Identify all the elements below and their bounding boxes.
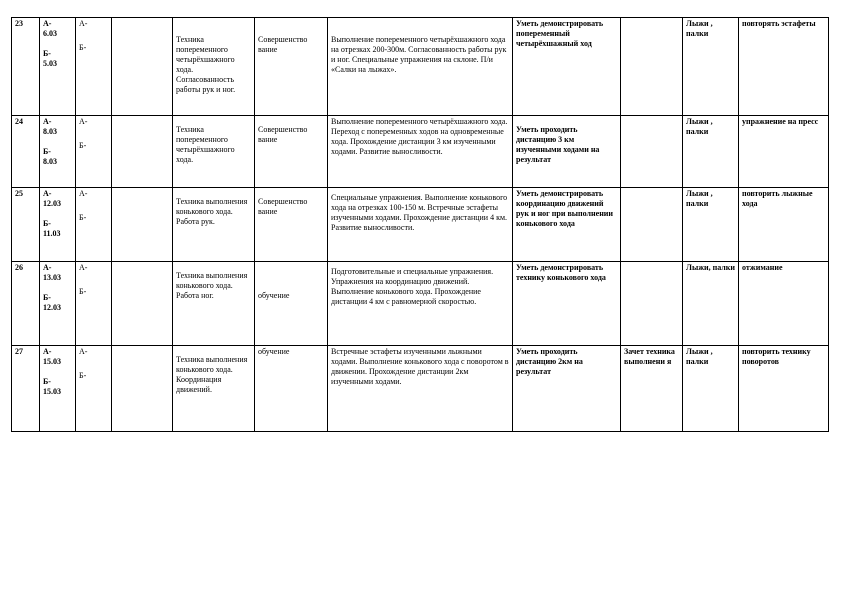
group-labels <box>76 188 112 262</box>
group-labels <box>76 346 112 432</box>
control-form <box>621 18 683 116</box>
group-b-label: Б- <box>79 371 87 380</box>
expected-outcome: Уметь демонстрировать координацию движений рук и ног при выполнении конькового хода <box>513 188 621 262</box>
empty-cell <box>112 188 173 262</box>
lesson-content: Встречные эстафеты изученными лыжными ходами. Выполнение конькового хода с поворотом в движении. Прохождение дистанции 2км изученными ходами. <box>328 346 513 432</box>
date-group-b: Б- 15.03 <box>43 377 61 396</box>
lesson-number: 25 <box>12 188 40 262</box>
lesson-topic-text: Техника выполнения конькового хода. Работа ног. <box>176 271 248 300</box>
equipment: Лыжи , палки <box>683 188 739 262</box>
lesson-type <box>255 188 328 262</box>
table-row <box>12 262 829 346</box>
date-group-b: Б- 8.03 <box>43 147 57 166</box>
expected-outcome: Уметь проходить дистанцию 2км на результат <box>513 346 621 432</box>
group-b-label: Б- <box>79 213 87 222</box>
date-group-b: Б- 5.03 <box>43 49 57 68</box>
lesson-number: 26 <box>12 262 40 346</box>
lesson-number: 23 <box>12 18 40 116</box>
lesson-number: 27 <box>12 346 40 432</box>
table-row <box>12 18 829 116</box>
homework: упражнение на пресс <box>739 116 829 188</box>
group-labels <box>76 116 112 188</box>
date-group-a: А- 13.03 <box>43 263 61 282</box>
equipment: Лыжи , палки <box>683 116 739 188</box>
empty-cell <box>112 116 173 188</box>
table-row <box>12 346 829 432</box>
table-row <box>12 188 829 262</box>
lesson-content <box>328 262 513 346</box>
lesson-type <box>255 262 328 346</box>
date-group-b: Б- 12.03 <box>43 293 61 312</box>
lesson-number: 24 <box>12 116 40 188</box>
lesson-dates <box>40 116 76 188</box>
lesson-content <box>328 18 513 116</box>
group-a-label: А- <box>79 189 88 198</box>
lesson-type <box>255 18 328 116</box>
lesson-topic-text: Техника попеременного четырёхшажного хода. Согласованность работы рук и ног. <box>176 35 236 94</box>
lesson-type <box>255 116 328 188</box>
lesson-topic-text: Техника выполнения конькового хода. Работа рук. <box>176 197 248 226</box>
group-labels <box>76 18 112 116</box>
lesson-dates <box>40 188 76 262</box>
empty-cell <box>112 18 173 116</box>
homework: повторять эстафеты <box>739 18 829 116</box>
control-form <box>621 116 683 188</box>
lesson-content-text: Специальные упражнения. Выполнение конькового хода на отрезках 100-150 м. Встречные эстафеты изученными ходами. Прохождение дистанции 4 км. Развитие выносливости. <box>331 193 508 232</box>
date-group-a: А- 12.03 <box>43 189 61 208</box>
lesson-topic <box>173 188 255 262</box>
lesson-topic-text: Техника выполнения конькового хода. Координация движений. <box>176 355 248 394</box>
control-form <box>621 262 683 346</box>
lesson-content-text: Подготовительные и специальные упражнения. Упражнения на координацию движений. Выполнение конькового хода. Прохождение дистанции 4 км с равномерной скоростью. <box>331 267 494 306</box>
group-b-label: Б- <box>79 141 87 150</box>
lesson-topic <box>173 18 255 116</box>
lesson-dates <box>40 346 76 432</box>
lesson-type-text: Совершенство вание <box>258 35 308 54</box>
lesson-topic-text: Техника попеременного четырёхшажного хода. <box>176 125 235 164</box>
lesson-topic <box>173 116 255 188</box>
lesson-type-text: Совершенство вание <box>258 197 308 216</box>
expected-outcome: Уметь демонстрировать технику конькового хода <box>513 262 621 346</box>
equipment: Лыжи , палки <box>683 18 739 116</box>
equipment: Лыжи , палки <box>683 346 739 432</box>
lesson-plan-table <box>11 17 829 432</box>
control-form: Зачет техника выполнени я <box>621 346 683 432</box>
expected-outcome: Уметь демонстрировать попеременный четырёхшажный ход <box>513 18 621 116</box>
group-b-label: Б- <box>79 287 87 296</box>
group-labels <box>76 262 112 346</box>
group-a-label: А- <box>79 347 88 356</box>
date-group-a: А- 15.03 <box>43 347 61 366</box>
group-b-label: Б- <box>79 43 87 52</box>
expected-outcome-text: Уметь проходить дистанцию 3 км изученными ходами на результат <box>516 125 600 164</box>
group-a-label: А- <box>79 19 88 28</box>
lesson-type: обучение <box>255 346 328 432</box>
lesson-topic <box>173 262 255 346</box>
homework: повторить лыжные хода <box>739 188 829 262</box>
control-form <box>621 188 683 262</box>
table-row <box>12 116 829 188</box>
lesson-type-text: обучение <box>258 291 290 300</box>
lesson-content-text: Выполнение попеременного четырёхшажного хода на отрезках 200-300м. Согласованность работы рук и ног. Специальные упражнения на склоне. П/и «Салки на лыжах». <box>331 35 507 74</box>
lesson-dates <box>40 18 76 116</box>
lesson-topic <box>173 346 255 432</box>
lesson-content: Выполнение попеременного четырёхшажного хода. Переход с попеременных ходов на одновременные хода. Прохождение дистанции 3 км изученными ходами. Развитие выносливости. <box>328 116 513 188</box>
homework: отжимание <box>739 262 829 346</box>
lesson-dates <box>40 262 76 346</box>
date-group-a: А- 8.03 <box>43 117 57 136</box>
date-group-b: Б- 11.03 <box>43 219 61 238</box>
empty-cell <box>112 346 173 432</box>
lesson-type-text: Совершенство вание <box>258 125 308 144</box>
group-a-label: А- <box>79 263 88 272</box>
empty-cell <box>112 262 173 346</box>
homework: повторить технику поворотов <box>739 346 829 432</box>
date-group-a: А- 6.03 <box>43 19 57 38</box>
group-a-label: А- <box>79 117 88 126</box>
expected-outcome <box>513 116 621 188</box>
equipment: Лыжи, палки <box>683 262 739 346</box>
lesson-content <box>328 188 513 262</box>
